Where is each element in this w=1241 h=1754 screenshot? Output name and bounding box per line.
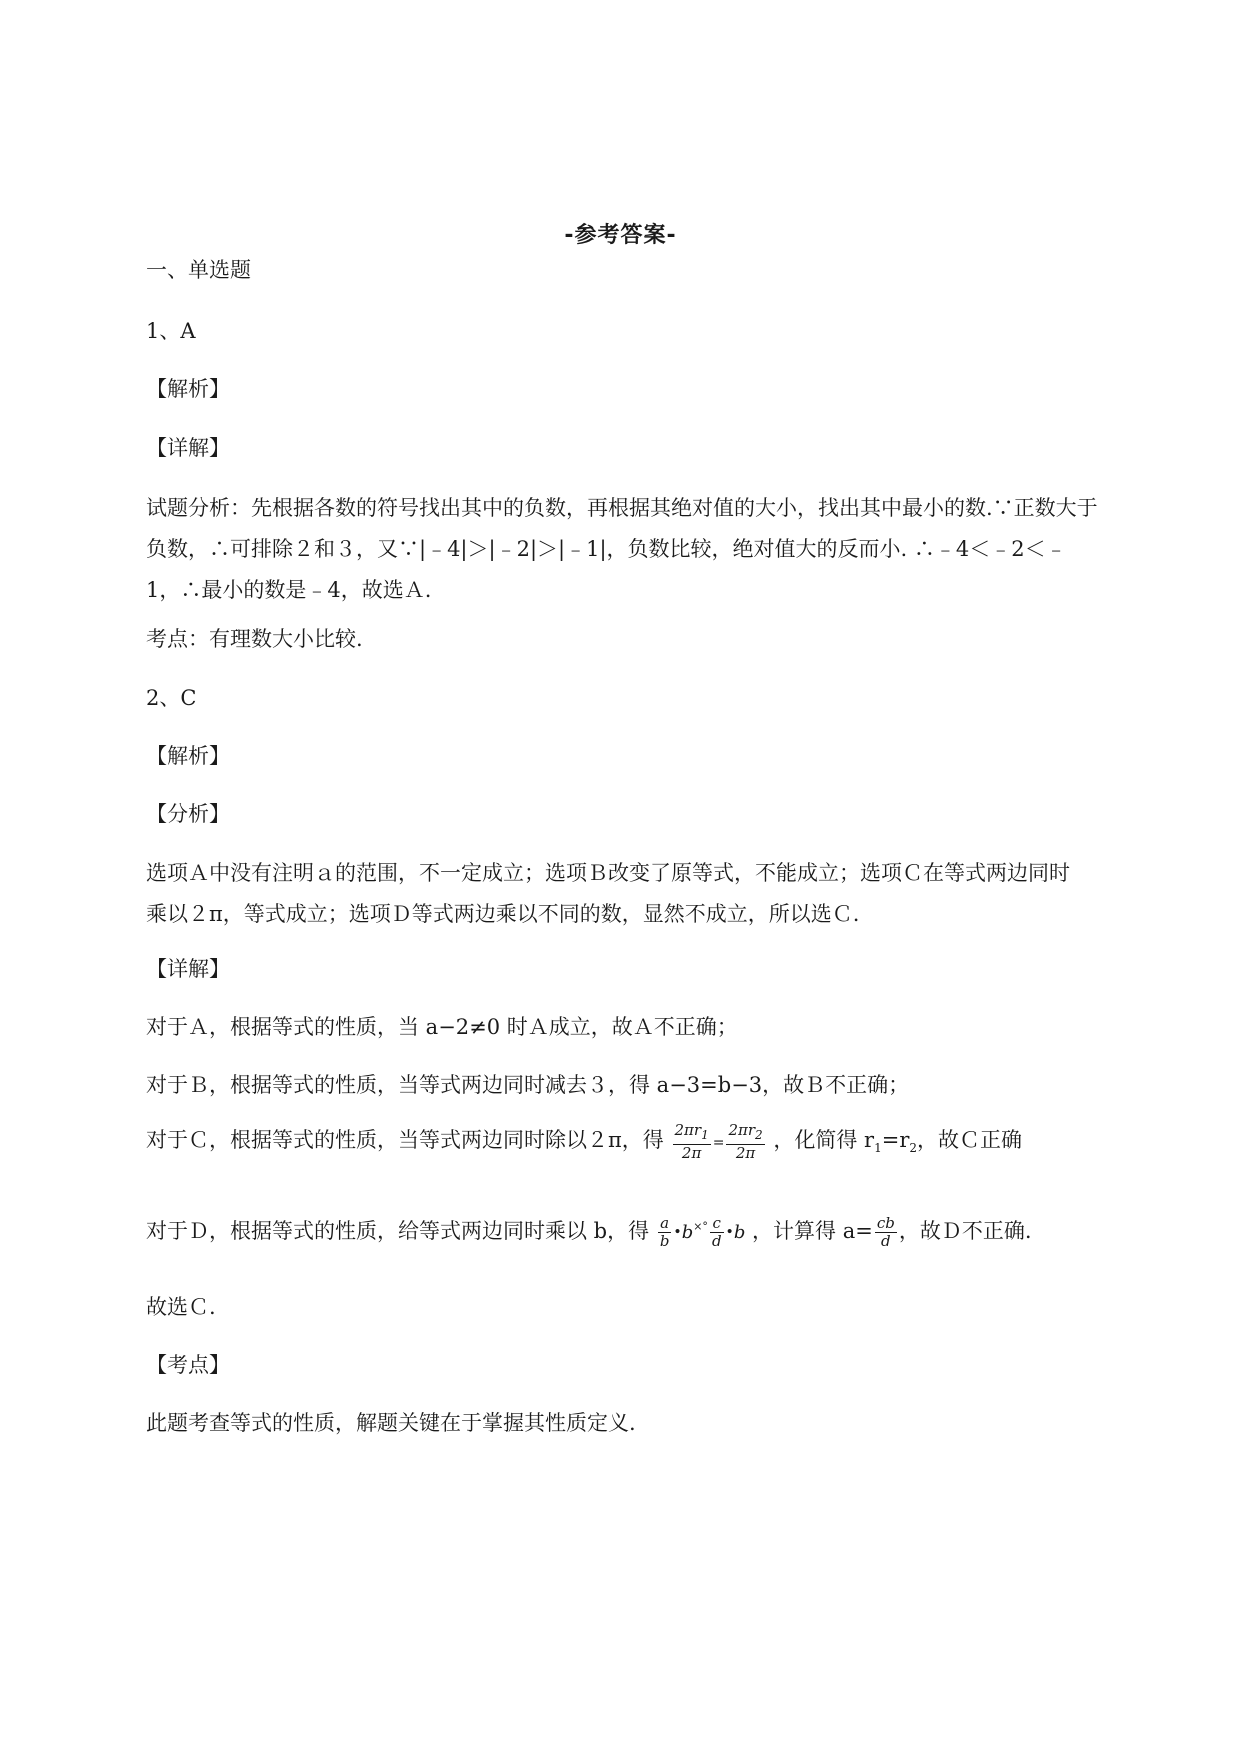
q2-line-d-mid: ，计算得 a= [752,1219,873,1243]
q1-tag-analysis: 【解析】 [146,377,230,401]
q2-tag-reasoning: 【分析】 [146,802,230,826]
q2-line-c-pre: 对于Ｃ，根据等式的性质，当等式两边同时除以２π，得 [146,1128,664,1152]
q2-conclusion: 故选Ｃ. [146,1295,216,1319]
q1-explanation-line: 试题分析：先根据各数的符号找出其中的负数，再根据其绝对值的大小，找出其中最小的数.∵正数大于 [146,496,1098,520]
q1-knowledge-point: 考点：有理数大小比较. [146,627,363,651]
fraction-c-over-d: $\frac{c}{d}$ [711,1214,722,1250]
q2-reasoning [146,853,1146,935]
page-title: -参考答案- [564,223,677,248]
q1-explanation-line: 1，∴最小的数是﹣4，故选Ａ. [146,578,432,602]
equals-sign: = [712,1135,725,1151]
q1-tag-detail: 【详解】 [146,436,230,460]
q2-line-b: 对于Ｂ，根据等式的性质，当等式两边同时减去３，得 a−3=b−3，故Ｂ不正确； [146,1073,910,1097]
section-heading: 一、单选题 [146,258,251,282]
q2-line-d-post: ，故Ｄ不正确. [898,1219,1032,1243]
fraction-2pi-r1: $\frac{2\pi r_1}{2\pi}$ [674,1120,709,1162]
q2-line-c-mid: ，化简得 r [773,1128,875,1152]
q1-explanation-line: 负数，∴可排除２和３，又∵|﹣4|＞|﹣2|＞|﹣1|，负数比较，绝对值大的反而小. ∴﹣4＜﹣2＜﹣ [146,537,1067,561]
q2-reasoning-line: 乘以２π，等式成立；选项Ｄ等式两边乘以不同的数，显然不成立，所以选Ｃ. [146,902,860,926]
fraction-a-over-b: $\frac{a}{b}$ [659,1214,670,1250]
q2-tag-knowledge: 【考点】 [146,1353,230,1377]
q2-line-d: 对于Ｄ，根据等式的性质，给等式两边同时乘以 b，得 $\frac{a}{b}$ •b×° $\frac{c}{d}$ •b ，计算得 a= $\frac{cb}{d}$ ，故Ｄ不正确. [146,1214,1032,1250]
fraction-2pi-r2: $\frac{2\pi r_2}{2\pi}$ [728,1120,763,1162]
stray-symbol: ×° [693,1220,708,1233]
q2-answer-label: 2、C [146,686,197,710]
q2-line-a: 对于Ａ，根据等式的性质，当 a−2≠0 时Ａ成立，故Ａ不正确； [146,1015,738,1039]
q2-tag-analysis: 【解析】 [146,744,230,768]
q2-knowledge-point: 此题考查等式的性质，解题关键在于掌握其性质定义. [146,1411,636,1435]
q2-line-d-pre: 对于Ｄ，根据等式的性质，给等式两边同时乘以 b，得 [146,1219,650,1243]
q1-answer-label: 1、A [146,319,196,343]
q1-explanation [146,488,1146,611]
q2-reasoning-line: 选项Ａ中没有注明ａ的范围，不一定成立；选项Ｂ改变了原等式，不能成立；选项Ｃ在等式两边同时 [146,861,1070,885]
fraction-cb-over-d: $\frac{cb}{d}$ [876,1214,895,1250]
q2-tag-detail: 【详解】 [146,957,230,981]
q2-line-c-post: ，故Ｃ正确 [917,1128,1022,1152]
q2-line-c: 对于Ｃ，根据等式的性质，当等式两边同时除以２π，得 $\frac{2\pi r_1}{2\pi}$ = $\frac{2\pi r_2}{2\pi}$ ，化简得 $r_1=r_2$，故Ｃ正确 [146,1120,1022,1162]
